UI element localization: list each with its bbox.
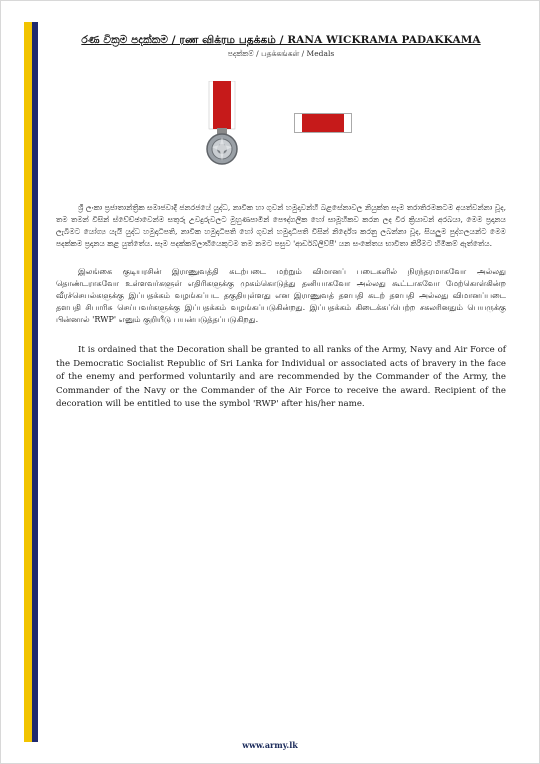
page-content	[56, 30, 506, 744]
description-tamil: இலங்கை குடியரசின் இராணுவத்தி கடற்படை மற்றும் விமானப் படைகளில் நிரந்தரமாகவோ அல்லது தொண்டராகவோ உள்ளவர்களுள் எதிரிகளுக்கு முகம்கொடுத்து தனியாகவோ அல்லது கூட்டாகவோ மேற்கொள்கின்ற வீரச்செயல்களுக்கு இப்பதக்கம் வழங்கப்பட தகுதியுள்ளது என இராணுவத் தளபதி கடற் தளபதி அல்லது விமானப்படை தளபதி சிபாரிசு செய்பவர்களுக்கு இப்பதக்கம் வழங்கப்படுகின்றது. இப்பதக்கம் கிடைக்கப்பெற்ற சகலரினதும் பெயருக்கு பின்னால் 'RWP' எனும் குறியீடு பயன்படுத்தப்படுகிறது.	[56, 267, 506, 324]
side-band-yellow	[24, 22, 32, 742]
side-color-band	[24, 22, 38, 742]
description-sinhala: ශ්‍රී ලංකා ප්‍රජාතාන්ත්‍රික සමාජවාදී ජනරජයේ යුද්ධ, නාවික හා ගුවන් හමුදාවන්හි බළසේනාවල නියුක්ත සෑම තරාතිරමකටම අයත්වන්නා වූද, තම තමන් විසින් ස්වේච්ඡාවෙන්ම සතුරු උවදුරුවලට මුහුණපාමින් පෞද්ගලික හෝ සාමූහිකව කරන ලද වීර ක්‍රියාවන් අරබයා, මෙම ප්‍රදානය ලැබීමට යෝග්‍ය යැයි යුද්ධ හමුදාධිපති, නාවික හමුදාධිපති හෝ ගුවන් හමුදාධිපති විසින් නිර්දේශ කරනු ලබන්නා වූද, සියලුම පුද්ගලයන්ට මෙම පදක්කම ප්‍රදානය කළ යුත්තේය. සෑම පදක්කම්ලාභියෙකුටම තම නමට පසුව 'ආර්ඩබ්ලිව්පී' යන සංකේතය භාවිතා කිරීමට හිමිකම් ඇත්තේය.	[56, 203, 506, 248]
breadcrumb: පදක්කම් / பதக்கங்கள் / Medals	[227, 49, 335, 58]
medal-images	[56, 81, 506, 176]
ribbon-red-stripe	[302, 114, 344, 132]
description-english: It is ordained that the Decoration shall be granted to all ranks of the Army, Navy and Air Force of the Democratic Socialist Republic of Sri Lanka for Individual or associated acts of bravery in the face of the enemy and performed voluntarily and are recommended by the Commander of the Army, the Commander of the Navy or the Commander of the Air Force to receive the award. Recipient of the decoration will be entitled to use the symbol 'RWP' after his/her name.	[56, 345, 506, 409]
footer-url[interactable]: www.army.lk	[242, 740, 298, 750]
page-title: රණ වික්‍රම පදක්කම / ரண விக்ரம பதக்கம் / RANA WICKRAMA PADAKKAMA	[81, 34, 481, 46]
side-band-navy	[32, 22, 38, 742]
ribbon-bar-icon	[294, 113, 352, 133]
medal-icon	[204, 81, 240, 171]
